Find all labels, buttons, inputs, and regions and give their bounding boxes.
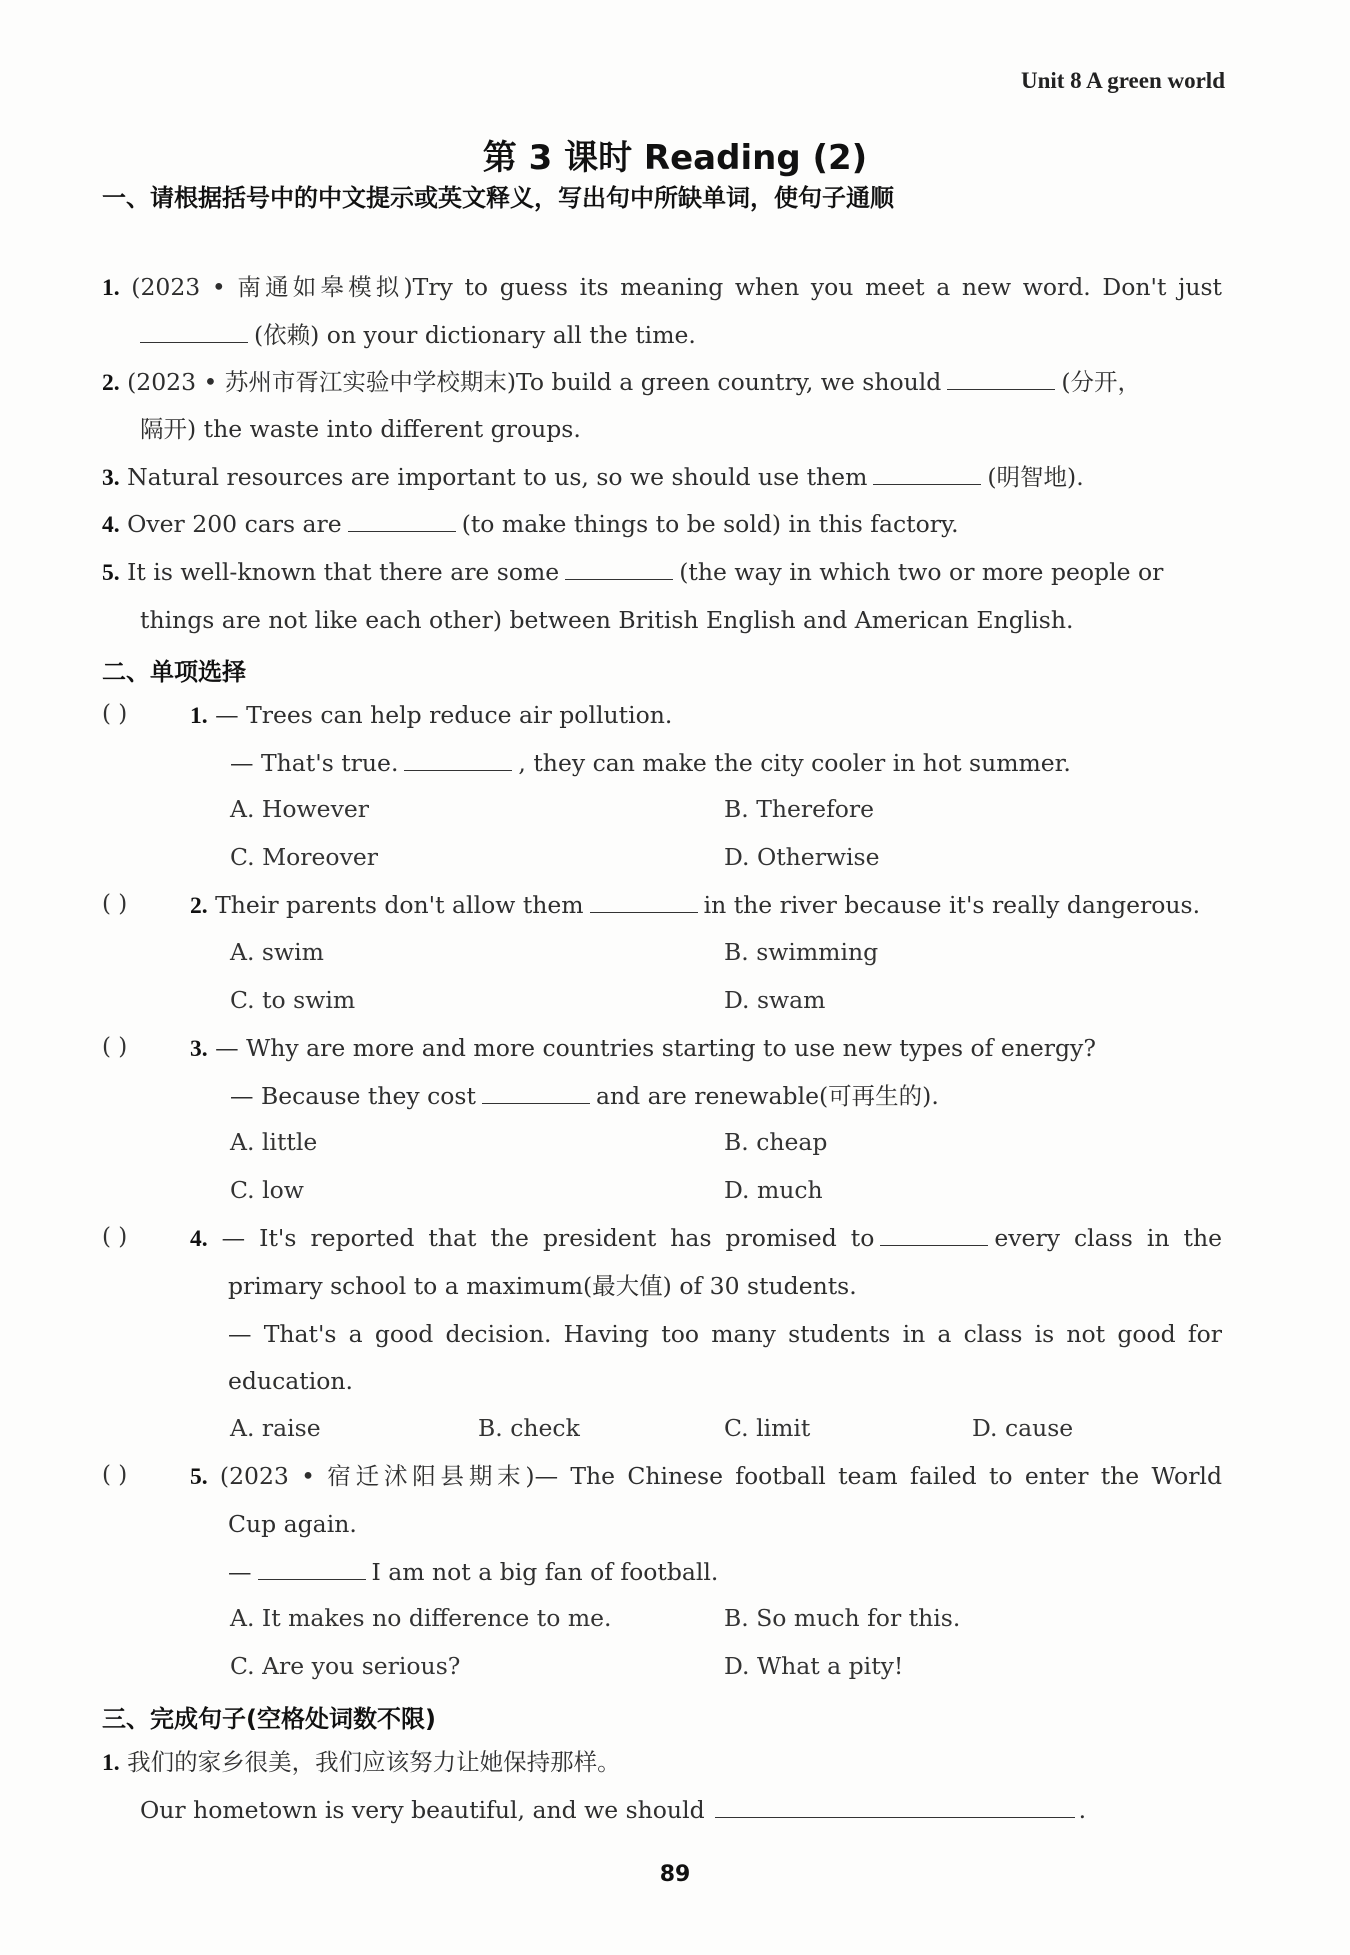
s2-q4-line3: — That's a good decision. Having too many students in a class is not good for [228,1320,1222,1348]
s1-q4-line: 4. Over 200 cars are (to make things to be sold) in this factory. [102,510,959,538]
unit-header: Unit 8 A green world [1020,68,1225,93]
s1-q2-line2: 隔开) the waste into different groups. [140,415,581,443]
answer-blank[interactable] [258,1557,366,1580]
lesson-title: 第 3 课时 Reading (2) [482,138,868,178]
option-c[interactable]: C. Are you serious? [230,1652,461,1680]
option-c[interactable]: C. low [230,1176,304,1204]
option-c[interactable]: C. to swim [230,986,356,1014]
option-b[interactable]: B. cheap [724,1128,828,1156]
s2-q3-line2: — Because they cost and are renewable(可再生的). [230,1082,939,1110]
answer-blank[interactable] [565,557,673,580]
answer-blank[interactable] [482,1081,590,1104]
section-3-heading: 三、完成句子(空格处词数不限) [102,1705,436,1733]
answer-paren[interactable]: ( ) [102,891,128,917]
answer-paren[interactable]: ( ) [102,1462,128,1488]
s1-q5-line1: 5. It is well-known that there are some (the way in which two or more people or [102,558,1164,586]
answer-blank[interactable] [715,1795,1075,1818]
answer-blank[interactable] [404,748,512,771]
answer-paren[interactable]: ( ) [102,701,128,727]
option-d[interactable]: D. swam [724,986,826,1014]
s2-q4-line2: primary school to a maximum(最大值) of 30 students. [228,1272,857,1300]
option-b[interactable]: B. check [478,1414,580,1442]
option-c[interactable]: C. limit [724,1414,811,1442]
option-a[interactable]: A. raise [230,1414,321,1442]
s1-q1-line2: (依赖) on your dictionary all the time. [140,320,696,350]
s1-q5-line2: things are not like each other) between British English and American English. [140,606,1074,634]
option-d[interactable]: D. much [724,1176,823,1204]
answer-blank[interactable] [590,890,698,913]
answer-blank[interactable] [348,509,456,532]
page-number: 89 [659,1862,691,1887]
answer-paren[interactable]: ( ) [102,1034,128,1060]
option-d[interactable]: D. What a pity! [724,1652,904,1680]
option-d[interactable]: D. Otherwise [724,843,880,871]
s3-q1-english: Our hometown is very beautiful, and we should . [140,1796,1087,1824]
option-b[interactable]: B. So much for this. [724,1604,961,1632]
s2-q5-line3: — I am not a big fan of football. [228,1558,719,1586]
option-b[interactable]: B. Therefore [724,795,875,823]
option-d[interactable]: D. cause [972,1414,1074,1442]
option-a[interactable]: A. swim [230,938,324,966]
s2-q2-line1: 2. Their parents don't allow them in the river because it's really dangerous. [190,891,1201,919]
s2-q3-line1: 3. — Why are more and more countries starting to use new types of energy? [190,1034,1096,1062]
s1-q3-line: 3. Natural resources are important to us, so we should use them (明智地). [102,463,1084,491]
option-c[interactable]: C. Moreover [230,843,378,871]
answer-blank[interactable] [140,320,248,343]
answer-blank[interactable] [873,462,981,485]
option-a[interactable]: A. However [230,795,369,823]
answer-blank[interactable] [880,1223,988,1246]
section-1-heading: 一、请根据括号中的中文提示或英文释义，写出句中所缺单词，使句子通顺 [102,184,894,212]
s1-q2-line1: 2. (2023 • 苏州市胥江实验中学校期末)To build a green country, we should (分开， [102,368,1141,396]
section-2-heading: 二、单项选择 [102,658,246,686]
s3-q1-chinese: 1. 我们的家乡很美，我们应该努力让她保持那样。 [102,1748,621,1776]
s2-q4-line1: 4. — It's reported that the president has promised to every class in the [190,1224,1222,1252]
s1-q1-line1: 1. (2023 • 南通如皋模拟)Try to guess its meaning when you meet a new word. Don't just [102,273,1222,301]
s2-q4-line4: education. [228,1367,353,1395]
answer-blank[interactable] [947,367,1055,390]
option-a[interactable]: A. It makes no difference to me. [230,1604,612,1632]
s2-q1-line1: 1. — Trees can help reduce air pollution. [190,701,673,729]
option-b[interactable]: B. swimming [724,938,879,966]
s2-q5-line2: Cup again. [228,1510,357,1538]
s2-q1-line2: — That's true. , they can make the city cooler in hot summer. [230,749,1071,777]
option-a[interactable]: A. little [230,1128,318,1156]
s2-q5-line1: 5. (2023 • 宿迁沭阳县期末)— The Chinese football team failed to enter the World [190,1462,1222,1490]
answer-paren[interactable]: ( ) [102,1224,128,1250]
